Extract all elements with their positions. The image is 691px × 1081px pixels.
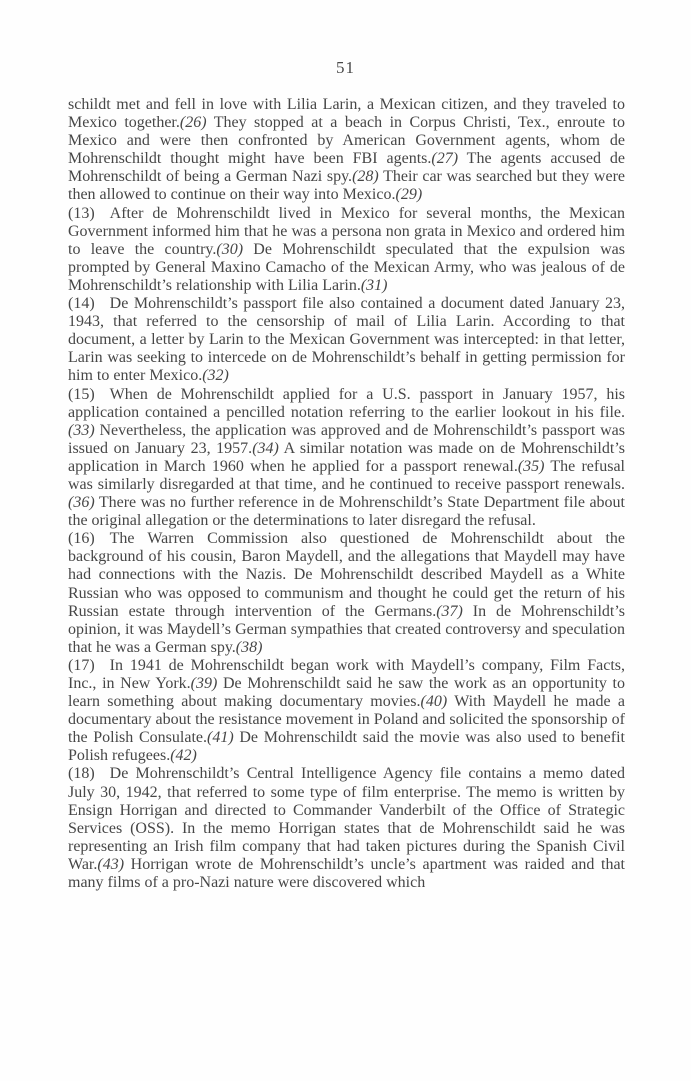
citation-reference: (36) (68, 494, 95, 512)
citation-reference: (31) (360, 276, 388, 294)
paragraph: (17) In 1941 de Mohrenschildt began work with Maydell’s company, Film Facts, Inc., in New York.(39) De Mohrenschildt said he saw the work as an opportunity to learn something about making documentary movies.(40) With Maydell he made a documentary about the resistance movement in Poland and solicited the sponsorship of the Polish Consulate.(41) De Mohrenschildt said the movie was also used to benefit Polish refugees.(42) (68, 656, 626, 765)
paragraph-number: (15) (68, 385, 95, 403)
citation-reference: (32) (202, 367, 229, 385)
citation-reference: (33) (68, 421, 95, 439)
paragraph: (14) De Mohrenschildt’s passport file also contained a document dated January 23, 1943, that referred to the censorship of mail of Lilia Larin. According to that document, a letter by Larin to the Mexican Government was intercepted: in that letter, Larin was seeking to intercede on de Mohrenschildt’s behalf in getting permission for him to enter Mexico.(32) (68, 295, 625, 385)
paragraph: (16) The Warren Commission also questioned de Mohrenschildt about the background of his cousin, Baron Maydell, and the allegations that Maydell may have had connections with the Nazis. De Mohrenschildt described Maydell as a White Russian who was opposed to communism and thought he could get the return of his Russian estate through intervention of the Germans.(37) In de Mohrenschildt’s opinion, it was Maydell’s German sympathies that created controversy and speculation that he was a German spy.(38) (68, 530, 626, 656)
paragraph: (15) When de Mohrenschildt applied for a U.S. passport in January 1957, his application contained a pencilled notation referring to the earlier lookout in his file.(33) Nevertheless, the application was approved and de Mohrenschildt’s passport was issued on January 23, 1957.(34) A similar notation was made on de Mohrenschildt’s application in March 1960 when he applied for a passport renewal.(35) The refusal was similarly disregarded at that time, and he continued to receive passport renewals.(36) There was no further reference in de Mohrenschildt’s State Department file about the original allegation or the determinations to later disregard the refusal. (68, 385, 625, 530)
citation-reference: (37) (436, 602, 463, 620)
citation-reference: (27) (431, 150, 459, 168)
citation-reference: (30) (216, 240, 244, 258)
citation-reference: (26) (179, 114, 207, 132)
citation-reference: (41) (207, 729, 234, 747)
citation-reference: (39) (190, 675, 218, 692)
citation-reference: (43) (97, 855, 125, 873)
citation-reference: (40) (420, 693, 448, 711)
paragraph-number: (18) (68, 765, 95, 783)
citation-reference: (34) (252, 439, 279, 457)
citation-reference: (29) (395, 186, 423, 204)
paragraph: (18) De Mohrenschildt’s Central Intelligence Agency file contains a memo dated July 30, 1942, that referred to some type of film enterprise. The memo is written by Ensign Horrigan and directed to Commander Vanderbilt of the Office of Strategic Services (OSS). In the memo Horrigan states that de Mohrenschildt said he was representing an Irish film company that had taken pictures during the Spanish Civil War.(43) Horrigan wrote de Mohrenschildt’s uncle’s apartment was raided and that many films of a pro-Nazi nature were discovered which (68, 765, 625, 892)
citation-reference: (42) (170, 747, 197, 765)
citation-reference: (35) (517, 457, 545, 475)
paragraph-number: (13) (68, 204, 95, 222)
paragraph-number: (17) (68, 656, 95, 674)
paragraph-number: (16) (68, 530, 95, 548)
paragraph-number: (14) (68, 295, 95, 313)
page-number: 51 (336, 58, 355, 77)
paragraph: (13) After de Mohrenschildt lived in Mexico for several months, the Mexican Government informed him that he was a persona non grata in Mexico and ordered him to leave the country.(30) De Mohrenschildt speculated that the expulsion was prompted by General Maxino Camacho of the Mexican Army, who was jealous of de Mohrenschildt’s relationship with Lilia Larin.(31) (68, 204, 626, 294)
citation-reference: (38) (235, 638, 263, 656)
page-body (68, 96, 625, 892)
paragraph: schildt met and fell in love with Lilia Larin, a Mexican citizen, and they traveled to Mexico together.(26) They stopped at a beach in Corpus Christi, Tex., enroute to Mexico and were then confronted by American Government agents, whom de Mohrenschildt thought might have been FBI agents.(27) The agents accused de Mohrenschildt of being a German Nazi spy.(28) Their car was searched but they were then allowed to continue on their way into Mexico.(29) (68, 96, 626, 204)
citation-reference: (28) (352, 168, 379, 186)
